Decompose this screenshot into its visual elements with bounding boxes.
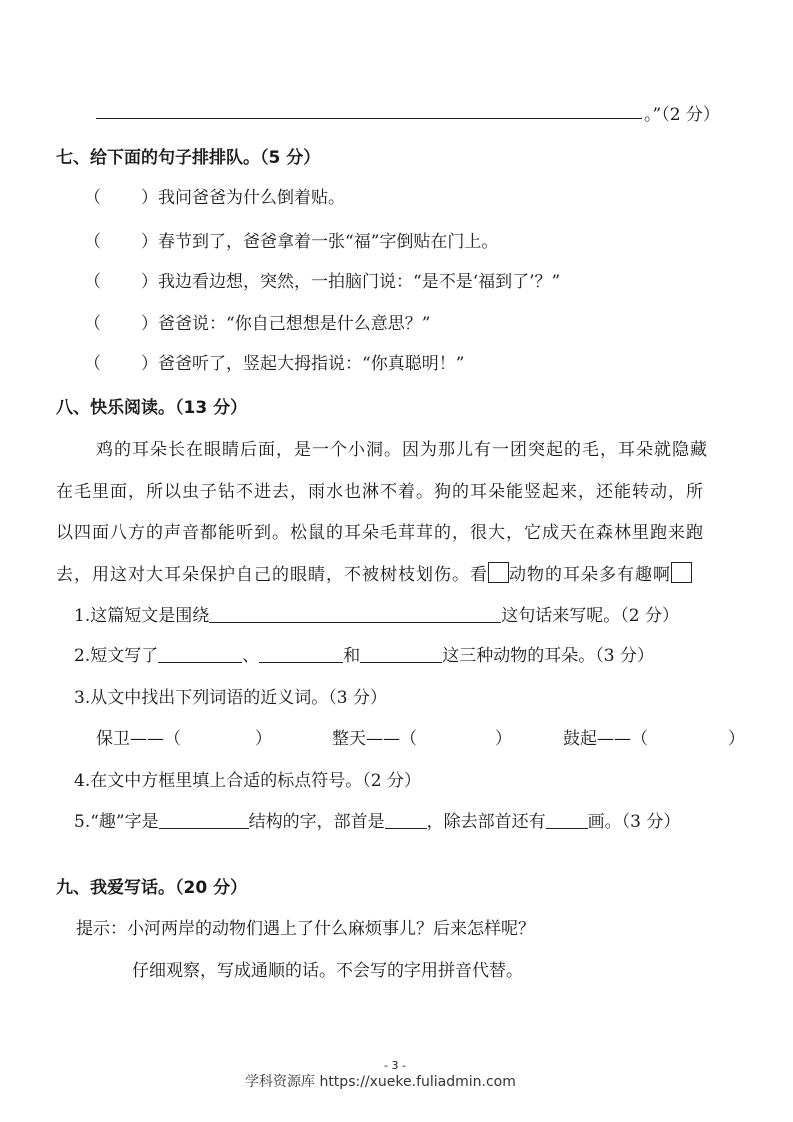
- synonym-1: [96, 724, 272, 749]
- answer-blank[interactable]: [159, 812, 249, 829]
- question-3-title: 3.从文中找出下列词语的近义词。（3 分）: [74, 688, 387, 708]
- passage-line-1: 鸡的耳朵长在眼睛后面，是一个小洞。因为那儿有一团突起的毛，耳朵就隐藏: [96, 440, 708, 460]
- answer-blank[interactable]: [360, 646, 442, 663]
- order-sentence: 爸爸说：“你自己想想是什么意思？”: [158, 314, 431, 334]
- question-text: 和: [343, 646, 361, 666]
- section-7-title: 七、给下面的句子排排队。（5 分）: [56, 148, 321, 168]
- order-item-2: [84, 227, 498, 252]
- order-sentence: 我边看边想，突然，一拍脑门说：“是不是‘福到了’？”: [158, 272, 561, 292]
- writing-hint-1: 提示：小河两岸的动物们遇上了什么麻烦事儿？后来怎样呢？: [76, 919, 535, 939]
- question-text: ，除去部首还有: [426, 812, 546, 832]
- synonym-2: [332, 724, 512, 749]
- question-1: [74, 601, 679, 626]
- order-sentence: 爸爸听了，竖起大拇指说：“你真聪明！”: [158, 354, 465, 374]
- answer-line[interactable]: [96, 104, 642, 119]
- question-text: 5.“趣”字是: [74, 812, 159, 832]
- question-4: 4.在文中方框里填上合适的标点符号。（2 分）: [74, 771, 421, 791]
- order-paren[interactable]: （ ）: [84, 232, 158, 252]
- question-text: 2.短文写了: [74, 646, 159, 666]
- section-9-title: 九、我爱写话。（20 分）: [56, 878, 248, 898]
- answer-blank[interactable]: [158, 646, 242, 663]
- synonym-word: 鼓起——（: [563, 729, 648, 749]
- question-text: 画。（3 分）: [587, 812, 681, 832]
- order-item-5: [84, 349, 464, 374]
- punctuation-box[interactable]: [488, 562, 509, 583]
- synonym-close: ）: [495, 729, 512, 749]
- passage-line-2: 在毛里面，所以虫子钻不进去，雨水也淋不着。狗的耳朵能竖起来，还能转动，所: [56, 482, 704, 502]
- answer-blank[interactable]: [385, 812, 427, 829]
- page-number: - 3 -: [384, 1059, 406, 1072]
- order-paren[interactable]: （ ）: [84, 354, 158, 374]
- passage-line-3: 以四面八方的声音都能听到。松鼠的耳朵毛茸茸的，很大，它成天在森林里跑来跑: [56, 523, 704, 543]
- question-text: 这三种动物的耳朵。（3 分）: [442, 646, 654, 666]
- synonym-close: ）: [728, 729, 745, 749]
- punctuation-box[interactable]: [671, 562, 692, 583]
- synonym-word: 整天——（: [332, 729, 417, 749]
- question-text: 结构的字，部首是: [248, 812, 385, 832]
- passage-line-4: [56, 560, 692, 585]
- order-item-1: [84, 183, 345, 208]
- synonym-3: [563, 724, 745, 749]
- order-sentence: 春节到了，爸爸拿着一张“福”字倒贴在门上。: [158, 232, 499, 252]
- order-paren[interactable]: （ ）: [84, 272, 158, 292]
- synonym-close: ）: [255, 729, 272, 749]
- section-8-title: 八、快乐阅读。（13 分）: [56, 398, 248, 418]
- passage-text: 动物的耳朵多有趣啊: [509, 565, 671, 585]
- writing-hint-2: 仔细观察，写成通顺的话。不会写的字用拼音代替。: [132, 961, 523, 981]
- answer-blank[interactable]: [209, 606, 501, 623]
- order-sentence: 我问爸爸为什么倒着贴。: [158, 188, 345, 208]
- question-text: 、: [242, 646, 260, 666]
- order-item-4: [84, 309, 430, 334]
- answer-blank[interactable]: [546, 812, 588, 829]
- question-2: [74, 641, 654, 666]
- question-5: [74, 807, 680, 832]
- answer-line-end: 。”（2 分）: [644, 105, 720, 125]
- question-text: 这句话来写呢。（2 分）: [501, 606, 679, 626]
- synonym-word: 保卫——（: [96, 729, 181, 749]
- passage-text: 去，用这对大耳朵保护自己的眼睛，不被树枝划伤。看: [56, 565, 488, 585]
- footer-source[interactable]: 学科资源库 https://xueke.fuliadmin.com: [245, 1074, 516, 1090]
- answer-blank[interactable]: [259, 646, 343, 663]
- order-paren[interactable]: （ ）: [84, 314, 158, 334]
- order-item-3: [84, 267, 560, 292]
- order-paren[interactable]: （ ）: [84, 188, 158, 208]
- question-text: 1.这篇短文是围绕: [74, 606, 210, 626]
